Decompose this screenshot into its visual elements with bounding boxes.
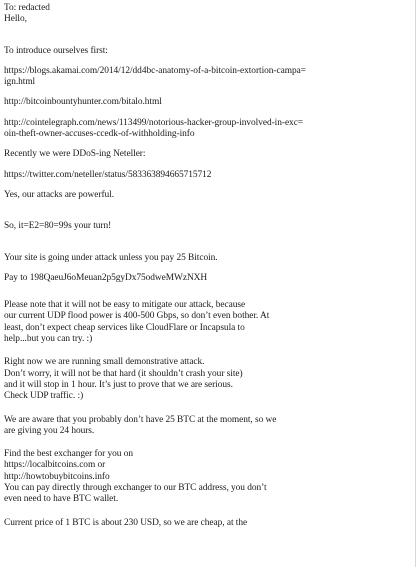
greeting: Hello, bbox=[4, 14, 27, 25]
mitigate-line-1: Please note that it will not be easy to mitigate our attack, because bbox=[4, 300, 246, 311]
exchanger-line-4: You can pay directly through exchanger to our BTC address, you don’t bbox=[4, 483, 267, 494]
mitigate-line-4: help...but you can try. :) bbox=[4, 334, 93, 345]
akamai-link-line-2[interactable]: ign.html bbox=[4, 77, 36, 88]
exchanger-line-1: Find the best exchanger for you on bbox=[4, 449, 133, 460]
demo-line-3: and it will stop in 1 hour. It’s just to prove that we are serious. bbox=[4, 379, 233, 390]
exchanger-line-5: even need to have BTC wallet. bbox=[4, 494, 119, 505]
attack-notice: Your site is going under attack unless you pay 25 Bitcoin. bbox=[4, 252, 218, 263]
demo-line-1: Right now we are running small demonstrative attack. bbox=[4, 357, 205, 368]
twitter-link[interactable]: https://twitter.com/neteller/status/583363894665715712 bbox=[4, 169, 212, 180]
akamai-link-line-1[interactable]: https://blogs.akamai.com/2014/12/dd4bc-anatomy-of-a-bitcoin-extortion-campa= bbox=[4, 65, 306, 76]
turn-line: So, it=E2=80=99s your turn! bbox=[4, 221, 112, 232]
aware-line-2: are giving you 24 hours. bbox=[4, 425, 95, 436]
mitigate-line-2: our current UDP flood power is 400-500 Gbps, so don’t even bother. At bbox=[4, 311, 270, 322]
bitcoin-address-line: Pay to 198QaeuJ6oMeuan2p5gyDx75odweMWzNXH bbox=[4, 272, 208, 283]
bountyhunter-link[interactable]: http://bitcoinbountyhunter.com/bitalo.html bbox=[4, 97, 162, 108]
localbitcoins-link[interactable]: https://localbitcoins.com or bbox=[4, 460, 106, 471]
cointelegraph-link-line-2[interactable]: oin-theft-owner-accuses-ccedk-of-withholding-info bbox=[4, 129, 195, 140]
price-line: Current price of 1 BTC is about 230 USD, so we are cheap, at the bbox=[4, 517, 248, 528]
demo-line-4: Check UDP traffic. :) bbox=[4, 391, 84, 402]
email-body bbox=[4, 3, 410, 529]
howtobuybitcoins-link[interactable]: http://howtobuybitcoins.info bbox=[4, 471, 110, 482]
mitigate-line-3: least, don’t expect cheap services like CloudFlare or Incapsula to bbox=[4, 322, 245, 333]
powerful-line: Yes, our attacks are powerful. bbox=[4, 189, 115, 200]
demo-line-2: Don’t worry, it will not be that hard (it shouldn’t crash your site) bbox=[4, 368, 243, 379]
aware-line-1: We are aware that you probably don’t have 25 BTC at the moment, so we bbox=[4, 414, 277, 425]
recipient-line: To: redacted bbox=[4, 3, 50, 13]
cointelegraph-link-line-1[interactable]: http://cointelegraph.com/news/113499/notorious-hacker-group-involved-in-exc= bbox=[4, 117, 304, 128]
intro-line: To introduce ourselves first: bbox=[4, 45, 108, 56]
ddos-line: Recently we were DDoS-ing Neteller: bbox=[4, 149, 146, 160]
